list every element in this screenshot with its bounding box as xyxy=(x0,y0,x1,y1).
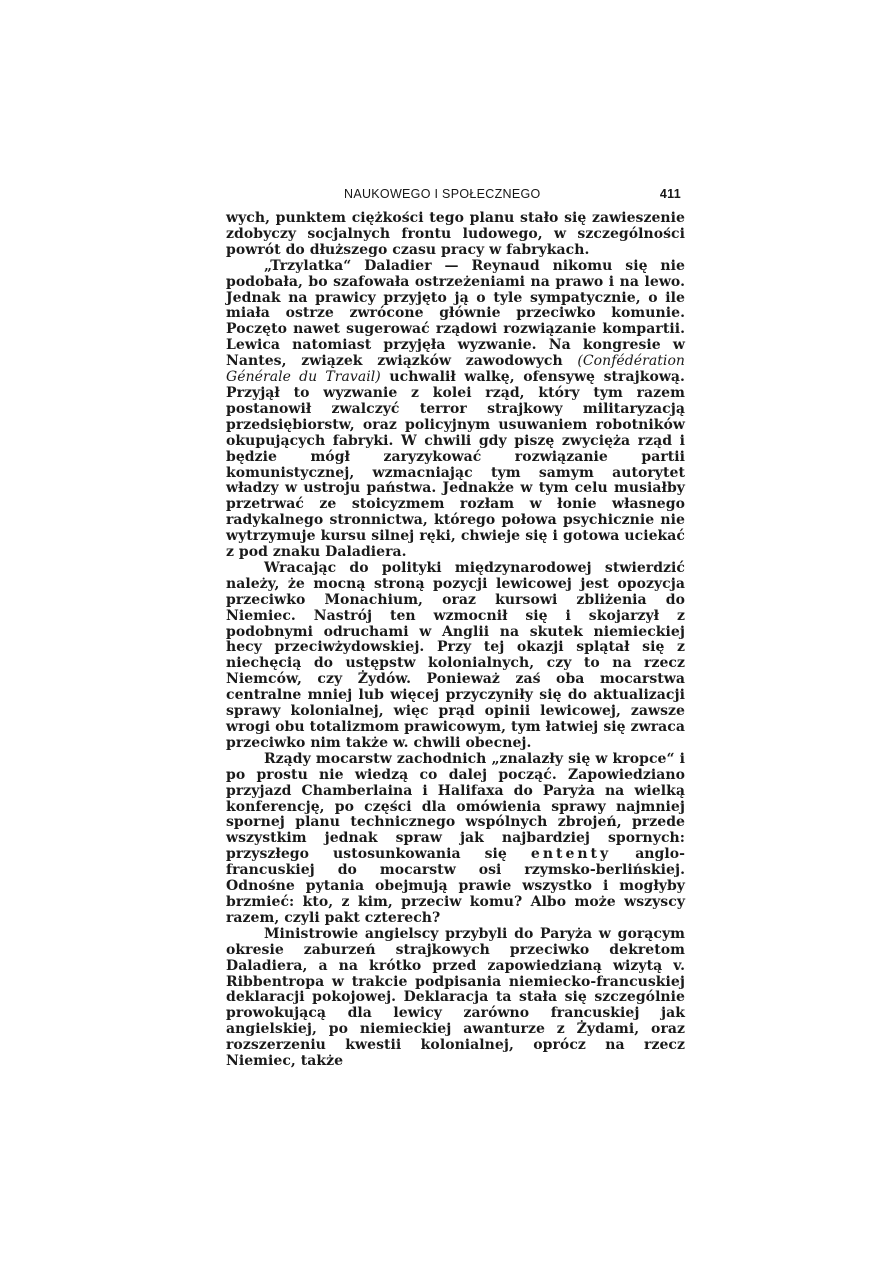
paragraph: Wracając do polityki międzynarodowej stwierdzić należy, że mocną stroną pozycji lewicowej jest opozycja przeciwko Monachium, oraz kursowi zbliżenia do Niemiec. Nastrój ten wzmocnił się i skojarzył z podobnymi odruchami w Anglii na skutek niemieckiej hecy przeciwżydowskiej. Przy tej okazji splątał się z niechęcią do ustępstw kolonialnych, czy to na rzecz Niemców, czy Żydów. Ponieważ zaś oba mocarstwa centralne mniej lub więcej przyczyniły się do aktualizacji sprawy kolonialnej, więc prąd opinii lewicowej, zawsze wrogi obu totalizmom prawicowym, tym łatwiej się zwraca przeciwko nim także w. chwili obecnej. xyxy=(226,559,685,751)
paragraph: Ministrowie angielscy przybyli do Paryża w gorącym okresie zaburzeń strajkowych przeciwko dekretom Daladiera, a na krótko przed zapowiedzianą wizytą v. Ribbentropa w trakcie podpisania niemiecko-francuskiej deklaracji pokojowej. Deklaracja ta stała się szczególnie prowokującą dla lewicy zarówno francuskiej jak angielskiej, po niemieckiej awanturze z Żydami, oraz rozszerzeniu kwestii kolonialnej, oprócz na rzecz Niemiec, także xyxy=(226,925,685,1070)
paragraph: wych, punktem ciężkości tego planu stało się zawieszenie zdobyczy socjalnych frontu ludowego, w szczególności powrót do dłuższego czasu pracy w fabrykach. xyxy=(226,210,685,258)
italic-phrase: (Confédération Générale du Travail) xyxy=(226,353,685,386)
book-page xyxy=(226,185,685,1070)
paragraph xyxy=(226,752,685,927)
paragraph-text: anglo-francuskiej do mocarstw osi rzymsko-berlińskiej. Odnośne pytania obejmują prawie wszystko i mogłyby brzmieć: kto, z kim, przeciw komu? Albo może wszyscy razem, czyli pakt czterech? xyxy=(226,846,685,926)
body-text xyxy=(226,211,685,1070)
running-title: NAUKOWEGO I SPOŁECZNEGO xyxy=(344,187,541,201)
page-number: 411 xyxy=(659,187,681,201)
paragraph-text: uchwalił walkę, ofensywę strajkową. Przyjął to wyzwanie z kolei rząd, który tym razem postanowił zwalczyć terror strajkowy militaryzacją przedsiębiorstw, oraz policyjnym usuwaniem robotników okupujących fabryki. W chwili gdy piszę zwycięża rząd i będzie mógł zaryzykować rozwiązanie partii komunistycznej, wzmacniając tym samym autorytet władzy w ustroju państwa. Jednakże w tym celu musiałby przetrwać ze stoicyzmem rozłam w łonie własnego radykalnego stronnictwa, którego połowa psychicznie nie wytrzymuje kursu silnej ręki, chwieje się i gotowa uciekać z pod znaku Daladiera. xyxy=(226,369,685,561)
paragraph-text: Rządy mocarstw zachodnich „znalazły się w kropce“ i po prostu nie wiedzą co dalej począć. Zapowiedziano przyjazd Chamberlaina i Halifaxa do Paryża na wielką konferencję, po części dla omówienia sprawy najmniej spornej planu technicznego wspólnych zbrojeń, przede wszystkim jednak spraw jak najbardziej spornych: przyszłego ustosunkowania się xyxy=(226,750,685,863)
running-head xyxy=(226,185,685,207)
paragraph-text: „Trzylatka“ Daladier — Reynaud nikomu się nie podobała, bo szafowała ostrzeżeniami na prawo i na lewo. Jednak na prawicy przyjęto ją o tyle sympatycznie, o ile miała ostrze zwrócone głównie przeciwko komunie. Poczęto nawet sugerować rządowi rozwiązanie kompartii. Lewica natomiast przyjęła wyzwanie. Na kongresie w Nantes, związek związków zawodowych xyxy=(226,257,685,370)
paragraph xyxy=(226,259,685,561)
spaced-word: ententy xyxy=(530,846,612,863)
